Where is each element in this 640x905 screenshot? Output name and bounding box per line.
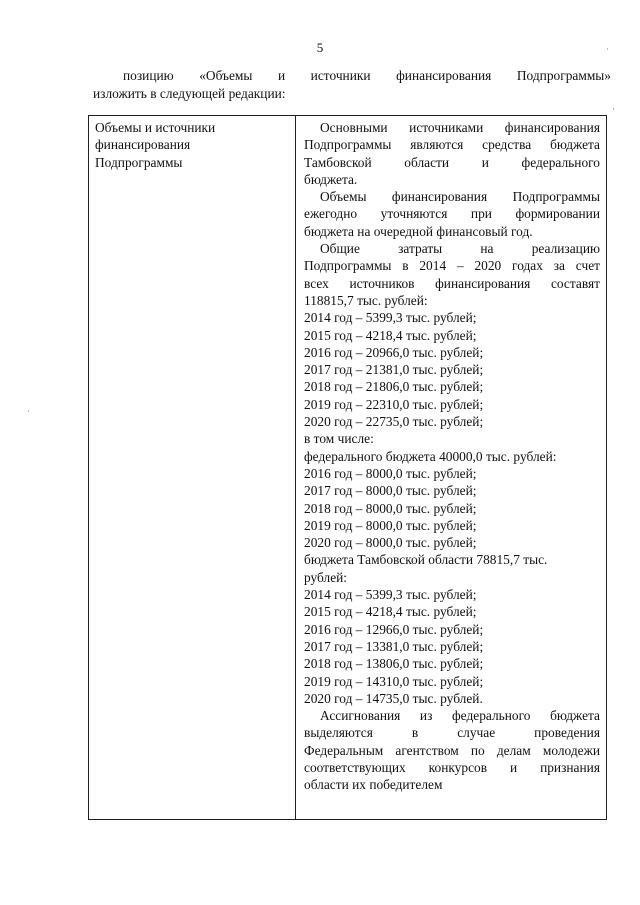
label-line: финансирования	[95, 137, 191, 153]
content-line: в том числе:	[304, 431, 374, 447]
content-line: Подпрограммы в 2014 – 2020 годах за счет	[304, 258, 600, 274]
content-line: Основными источниками финансирования	[320, 120, 600, 135]
content-line: соответствующих конкурсов и признания	[304, 759, 600, 775]
content-line: Общие затраты на реализацию	[320, 241, 600, 257]
content-line: 2020 год – 8000,0 тыс. рублей;	[304, 535, 477, 551]
table-cell-label	[89, 116, 296, 820]
label-text	[95, 119, 289, 171]
content-line: 2015 год – 4218,4 тыс. рублей;	[304, 604, 477, 620]
content-line: 2019 год – 22310,0 тыс. рублей;	[304, 396, 484, 412]
content-line: 2019 год – 14310,0 тыс. рублей;	[304, 673, 484, 689]
content-line: 2018 год – 21806,0 тыс. рублей;	[304, 379, 484, 395]
content-line: бюджета на очередной финансовый год.	[304, 223, 533, 239]
table-cell-content	[296, 116, 607, 820]
content-line: бюджета.	[304, 171, 358, 187]
content-line: 2016 год – 12966,0 тыс. рублей;	[304, 621, 484, 637]
content-line: Объемы финансирования Подпрограммы	[320, 189, 600, 205]
content-line: Подпрограммы являются средства бюджета	[304, 137, 600, 153]
content-line: 2014 год – 5399,3 тыс. рублей;	[304, 310, 477, 326]
content-line: 118815,7 тыс. рублей:	[304, 292, 428, 308]
content-line: 2018 год – 8000,0 тыс. рублей;	[304, 500, 477, 516]
content-line: Федеральным агентством по делам молодежи	[304, 742, 600, 758]
content-line: 2019 год – 8000,0 тыс. рублей;	[304, 517, 477, 533]
intro-paragraph	[93, 67, 611, 103]
content-line: 2015 год – 4218,4 тыс. рублей;	[304, 327, 477, 343]
content-line: Ассигнования из федерального бюджета	[320, 708, 600, 724]
label-line: Подпрограммы	[95, 154, 183, 170]
table-row	[89, 116, 607, 820]
margin-mark: ·	[27, 406, 30, 416]
content-line: рублей:	[304, 569, 348, 585]
margin-mark: ·	[606, 44, 609, 54]
financing-table	[88, 115, 607, 820]
content-line: бюджета Тамбовской области 78815,7 тыс.	[304, 552, 548, 568]
content-line: 2014 год – 5399,3 тыс. рублей;	[304, 587, 477, 603]
content-line: 2017 год – 8000,0 тыс. рублей;	[304, 483, 477, 499]
content-line: всех источников финансирования составят	[304, 275, 600, 291]
content-text	[304, 119, 600, 794]
content-line: 2018 год – 13806,0 тыс. рублей;	[304, 656, 484, 672]
content-line: выделяются в случае проведения	[304, 725, 600, 741]
label-line: Объемы и источники	[95, 120, 216, 135]
content-line: 2017 год – 13381,0 тыс. рублей;	[304, 638, 484, 654]
margin-mark: ·	[612, 104, 615, 114]
intro-line: изложить в следующей редакции:	[93, 86, 286, 101]
content-line: ежегодно уточняются при формировании	[304, 206, 600, 222]
content-line: 2020 год – 22735,0 тыс. рублей;	[304, 414, 484, 430]
content-line: 2016 год – 8000,0 тыс. рублей;	[304, 465, 477, 481]
intro-line: позицию «Объемы и источники финансирования Подпрограммы»	[123, 68, 611, 83]
content-line: 2017 год – 21381,0 тыс. рублей;	[304, 362, 484, 378]
page-number: 5	[316, 40, 324, 55]
content-line: области их победителем	[304, 777, 443, 793]
content-line: 2016 год – 20966,0 тыс. рублей;	[304, 344, 484, 360]
content-line: федерального бюджета 40000,0 тыс. рублей:	[304, 448, 557, 464]
content-line: Тамбовской области и федерального	[304, 154, 600, 170]
content-line: 2020 год – 14735,0 тыс. рублей.	[304, 690, 483, 706]
